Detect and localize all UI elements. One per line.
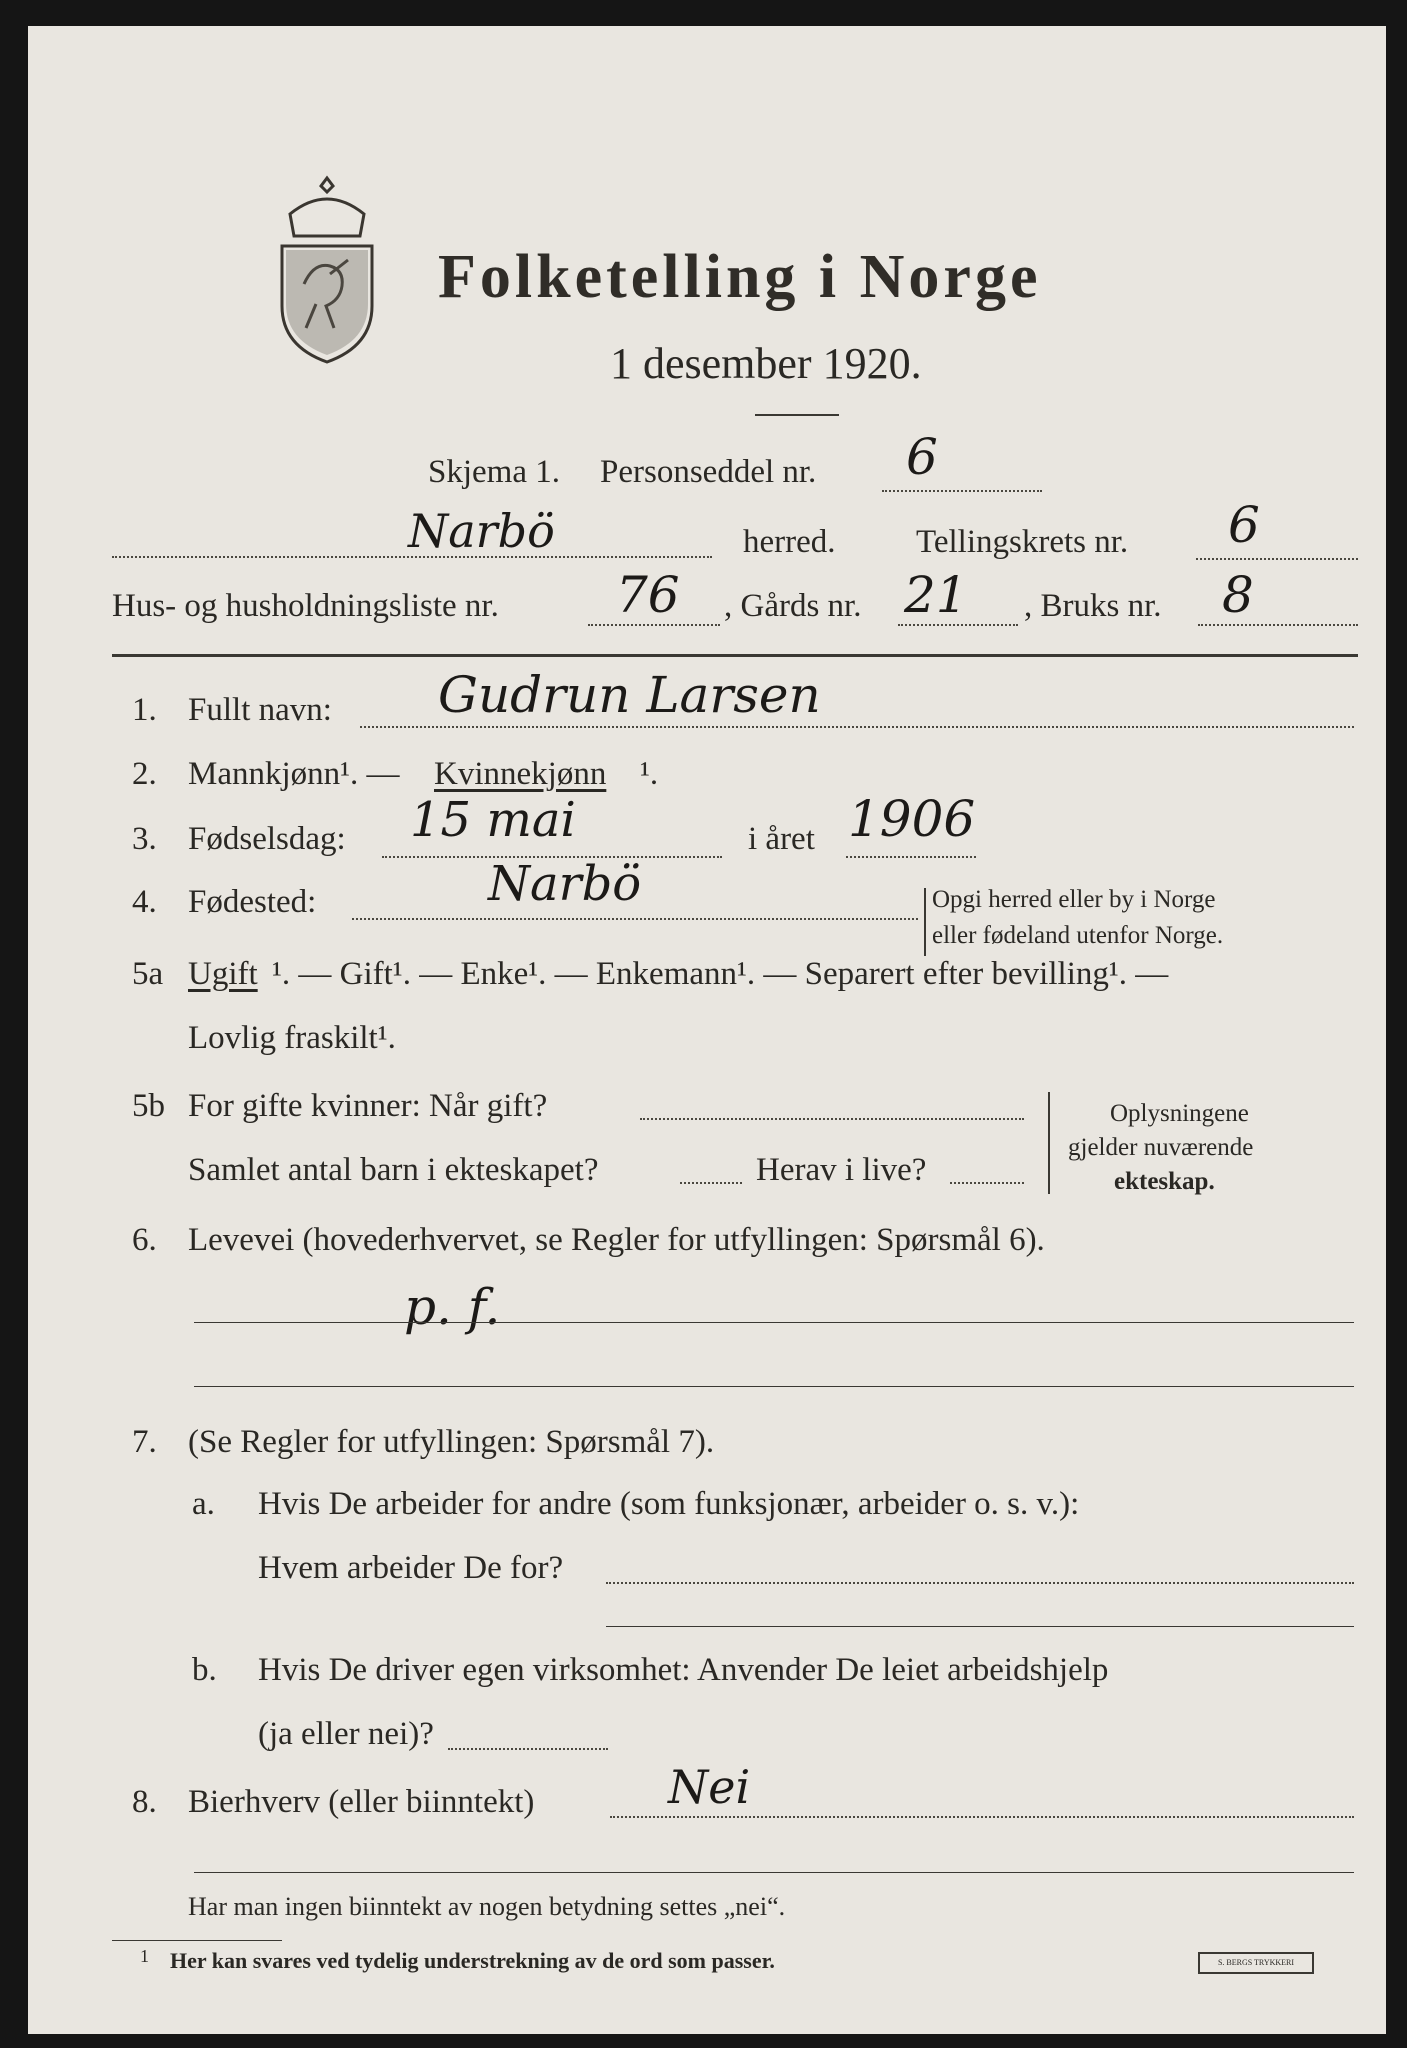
q1-label: Fullt navn:: [188, 692, 332, 728]
q4-note-line2: eller fødeland utenfor Norge.: [932, 922, 1224, 949]
footnote-text: Her kan svares ved tydelig understrekning av de ord som passer.: [170, 1948, 775, 1973]
bruks-label: , Bruks nr.: [1024, 588, 1162, 624]
census-date: 1 desember 1920.: [610, 339, 922, 388]
q5b-alive-label: Herav i live?: [756, 1152, 927, 1188]
schema-label: Skjema 1.: [428, 454, 560, 490]
q5a-ugift-option[interactable]: Ugift: [188, 956, 258, 992]
q4-note-line1: Opgi herred eller by i Norge: [932, 886, 1216, 913]
gards-label: , Gårds nr.: [724, 588, 862, 624]
form-title: Folketelling i Norge: [438, 243, 1042, 311]
q5b-note-line1: Oplysningene: [1110, 1100, 1249, 1127]
gards-value: 21: [904, 566, 968, 624]
tellingskrets-label: Tellingskrets nr.: [916, 524, 1129, 560]
q7b-text: Hvis De driver egen virksomhet: Anvender De leiet arbeidshjelp: [258, 1652, 1109, 1688]
employer-line-2[interactable]: [606, 1626, 1354, 1627]
q2-female-sup: ¹.: [640, 756, 659, 792]
tellingskrets-field[interactable]: [1196, 558, 1358, 560]
occupation-line-2[interactable]: [194, 1386, 1354, 1387]
side-income-line-2[interactable]: [194, 1872, 1354, 1873]
coat-of-arms-icon: [268, 174, 386, 364]
census-form-sheet: [28, 26, 1386, 2034]
when-married-field[interactable]: [640, 1118, 1024, 1120]
q6-label: Levevei (hovederhvervet, se Regler for utfyllingen: Spørsmål 6).: [188, 1222, 1045, 1258]
q5b-when-married-label: For gifte kvinner: Når gift?: [188, 1088, 548, 1124]
birthdate-value: 15 mai: [410, 792, 576, 848]
title-divider: [755, 414, 839, 416]
hus-label: Hus- og husholdningsliste nr.: [112, 588, 499, 624]
birthplace-value: Narbö: [488, 856, 642, 912]
gards-field[interactable]: [898, 624, 1018, 626]
occupation-line-1[interactable]: [194, 1322, 1354, 1323]
q5b-note-line2: gjelder nuværende: [1068, 1134, 1254, 1161]
tellingskrets-value: 6: [1228, 496, 1260, 554]
q7a-letter: a.: [192, 1486, 215, 1522]
footnote-divider: [112, 1940, 282, 1941]
q5a-line2[interactable]: Lovlig fraskilt¹.: [188, 1020, 396, 1056]
q8-label: Bierhverv (eller biinntekt): [188, 1784, 535, 1820]
side-income-value: Nei: [668, 1760, 751, 1814]
q5a-number: 5a: [132, 956, 164, 992]
birth-year-value: 1906: [848, 790, 976, 848]
q2-female-option[interactable]: Kvinnekjønn: [434, 756, 607, 792]
q7b-letter: b.: [192, 1652, 217, 1688]
q5b-note-brace: [1048, 1092, 1050, 1194]
bruks-value: 8: [1222, 566, 1254, 624]
q7a-employer-label: Hvem arbeider De for?: [258, 1550, 564, 1586]
q2-male-option[interactable]: Mannkjønn¹. —: [188, 756, 400, 792]
no-income-note: Har man ingen biinntekt av nogen betydning settes „nei“.: [188, 1892, 786, 1921]
q2-number: 2.: [132, 756, 157, 792]
q5a-options[interactable]: ¹. — Gift¹. — Enke¹. — Enkemann¹. — Separert efter bevilling¹. —: [272, 956, 1169, 992]
children-alive-field[interactable]: [950, 1182, 1024, 1184]
q5b-children-label: Samlet antal barn i ekteskapet?: [188, 1152, 599, 1188]
personseddel-label: Personseddel nr.: [600, 454, 817, 490]
full-name-field[interactable]: [360, 726, 1354, 728]
birthplace-field[interactable]: [352, 918, 918, 920]
herred-value: Narbö: [408, 504, 555, 558]
personseddel-field[interactable]: [882, 490, 1042, 492]
herred-label: herred.: [743, 524, 836, 560]
hus-field[interactable]: [588, 624, 720, 626]
birth-year-label: i året: [748, 821, 815, 857]
hus-value: 76: [616, 566, 680, 624]
q7-label: (Se Regler for utfyllingen: Spørsmål 7).: [188, 1424, 715, 1460]
birth-year-field[interactable]: [846, 856, 976, 858]
occupation-value: p. f.: [404, 1278, 501, 1336]
footnote-mark: 1: [140, 1946, 149, 1966]
children-count-field[interactable]: [680, 1182, 742, 1184]
side-income-field[interactable]: [610, 1816, 1354, 1818]
q4-label: Fødested:: [188, 884, 317, 920]
q1-number: 1.: [132, 692, 157, 728]
header-divider: [112, 654, 1358, 657]
q5b-number: 5b: [132, 1088, 165, 1124]
q7b-hire-label: (ja eller nei)?: [258, 1716, 434, 1752]
q7a-text: Hvis De arbeider for andre (som funksjonær, arbeider o. s. v.):: [258, 1486, 1080, 1522]
full-name-value: Gudrun Larsen: [438, 666, 821, 724]
q3-number: 3.: [132, 821, 157, 857]
printer-stamp: S. BERGS TRYKKERI: [1198, 1952, 1314, 1974]
employer-field[interactable]: [606, 1582, 1354, 1584]
hired-help-field[interactable]: [448, 1748, 608, 1750]
q4-note-brace: [924, 888, 926, 956]
q5b-note-line3: ekteskap.: [1114, 1168, 1215, 1195]
personseddel-value: 6: [906, 428, 938, 486]
q4-number: 4.: [132, 884, 157, 920]
q7-number: 7.: [132, 1424, 157, 1460]
bruks-field[interactable]: [1198, 624, 1358, 626]
q8-number: 8.: [132, 1784, 157, 1820]
q3-label: Fødselsdag:: [188, 821, 346, 857]
q6-number: 6.: [132, 1222, 157, 1258]
